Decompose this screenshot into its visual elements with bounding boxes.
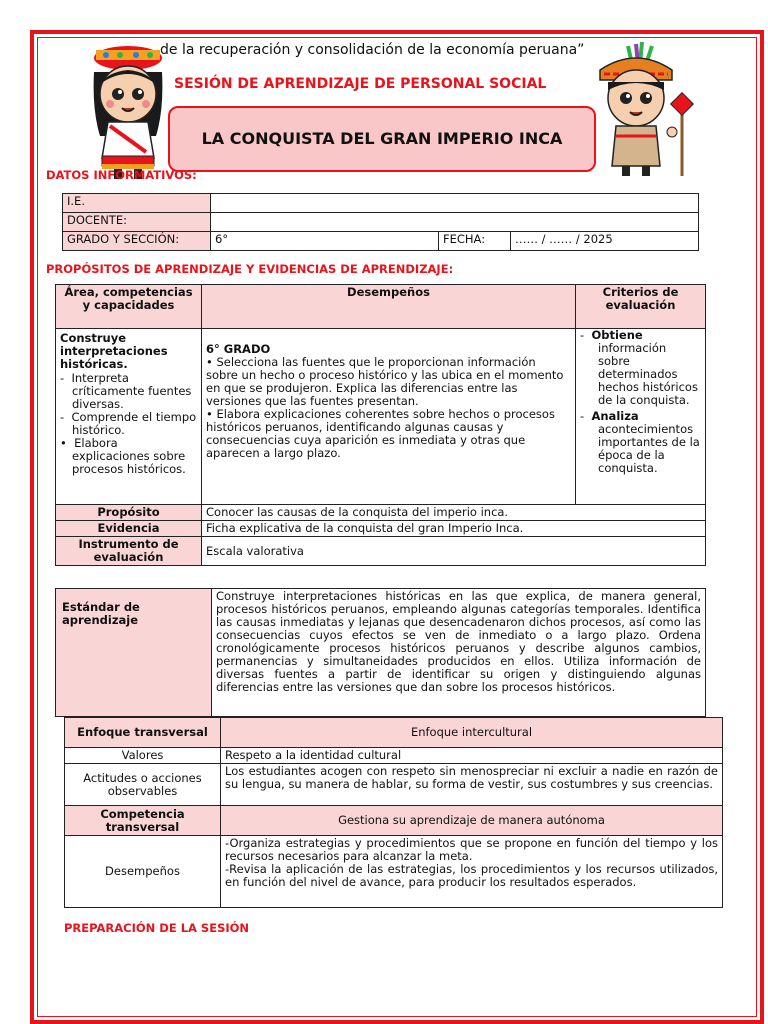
session-title-box: [168, 106, 596, 172]
proposito-label: Propósito: [56, 505, 202, 521]
session-title: LA CONQUISTA DEL GRAN IMPERIO INCA: [201, 129, 563, 148]
competencia-transversal-value: Gestiona su aprendizaje de manera autónoma: [221, 806, 723, 836]
grado-value: 6°: [211, 232, 439, 251]
datos-heading: DATOS INFORMATIVOS:: [46, 168, 197, 182]
col-criterios-header: Criterios de evaluación: [576, 285, 706, 329]
competencia-name: Construye interpretaciones históricas.: [60, 331, 168, 371]
inca-girl-illustration: [78, 40, 178, 180]
competencia-transversal-label: Competencia transversal: [65, 806, 221, 836]
estandar-table: [55, 588, 706, 717]
desempeno-item: • Selecciona las fuentes que le proporcionan información sobre un hecho o proceso histórico y las ubica en el momento en que se produjeron. Explica las diferencias entre las versiones que las fuentes presentan.: [206, 355, 564, 408]
propositos-heading: PROPÓSITOS DE APRENDIZAJE Y EVIDENCIAS DE APRENDIZAJE:: [46, 262, 454, 276]
valores-value: Respeto a la identidad cultural: [221, 748, 723, 764]
fecha-value: …… / …… / 2025: [511, 232, 699, 251]
criterio-item: - Obtiene información sobre determinados hechos históricos de la conquista.: [580, 328, 698, 407]
inca-boy-illustration: [586, 40, 696, 180]
valores-label: Valores: [65, 748, 221, 764]
capacidad-item: - Interpreta críticamente fuentes diversas.: [60, 371, 192, 411]
col-desempenos-header: Desempeños: [202, 285, 576, 329]
actitudes-label: Actitudes o acciones observables: [65, 764, 221, 806]
enfoque-label: Enfoque transversal: [65, 718, 221, 748]
desempeno-item: • Elabora explicaciones coherentes sobre hechos o procesos históricos peruanos, identificando algunas causas y consecuencias cuya aparición es inmediata y otras que aparecen a largo plazo.: [206, 407, 555, 460]
desempenos-transversal-cell: [221, 836, 723, 908]
enfoque-table: [64, 717, 723, 908]
enfoque-value: Enfoque intercultural: [221, 718, 723, 748]
ie-label: I.E.: [63, 194, 211, 213]
instrumento-value: Escala valorativa: [202, 537, 706, 566]
grado-label: GRADO Y SECCIÓN:: [63, 232, 211, 251]
desempenos-transversal-label: Desempeños: [65, 836, 221, 908]
docente-field[interactable]: [211, 213, 699, 232]
estandar-label: Estándar de aprendizaje: [56, 589, 212, 717]
proposito-value: Conocer las causas de la conquista del imperio inca.: [202, 505, 706, 521]
ie-field[interactable]: [211, 194, 699, 213]
instrumento-label: Instrumento de evaluación: [56, 537, 202, 566]
evidencia-value: Ficha explicativa de la conquista del gran Imperio Inca.: [202, 521, 706, 537]
capacidad-item: - Comprende el tiempo histórico.: [60, 410, 197, 437]
fecha-label: FECHA:: [439, 232, 511, 251]
docente-label: DOCENTE:: [63, 213, 211, 232]
criterios-cell: [576, 329, 706, 505]
desempeno-line: -Revisa la aplicación de las estrategias, los procedimientos y los recursos utilizados, en función del nivel de avance, para producir los resultados esperados.: [225, 862, 718, 889]
actitudes-value: Los estudiantes acogen con respeto sin menospreciar ni excluir a nadie en razón de su lengua, su manera de hablar, su forma de vestir, sus costumbres y sus creencias.: [221, 764, 723, 806]
propositos-table: [55, 284, 706, 566]
desempenos-cell: [202, 329, 576, 505]
evidencia-label: Evidencia: [56, 521, 202, 537]
capacidad-item: • Elabora explicaciones sobre procesos históricos.: [60, 436, 186, 476]
col-area-header: Área, competencias y capacidades: [56, 285, 202, 329]
estandar-text: Construye interpretaciones históricas en las que explica, de manera general, procesos históricos peruanos, empleando algunas categorías temporales. Identifica las causas inmediatas y lejanas que desencadenaron dichos procesos, así como las consecuencias cuyos efectos se ven de inmediato o a largo plazo. Ordena cronológicamente procesos históricos peruanos y describe algunos cambios, permanencias y simultaneidades producidos en ellos. Utiliza información de diversas fuentes a partir de identificar su origen y distinguiendo algunas diferencias entre las versiones que dan sobre los procesos históricos.: [212, 589, 706, 717]
session-type-heading: SESIÓN DE APRENDIZAJE DE PERSONAL SOCIAL: [174, 76, 547, 92]
datos-table: [62, 193, 699, 251]
grado-label: 6° GRADO: [206, 342, 271, 356]
area-cell: [56, 329, 202, 505]
criterio-item: - Analiza acontecimientos importantes de la época de la conquista.: [580, 409, 700, 475]
desempeno-line: -Organiza estrategias y procedimientos que se propone en función del tiempo y los recursos necesarios para alcanzar la meta.: [225, 836, 718, 863]
preparacion-heading: PREPARACIÓN DE LA SESIÓN: [64, 921, 250, 935]
year-motto: de la recuperación y consolidación de la economía peruana”: [160, 42, 585, 58]
